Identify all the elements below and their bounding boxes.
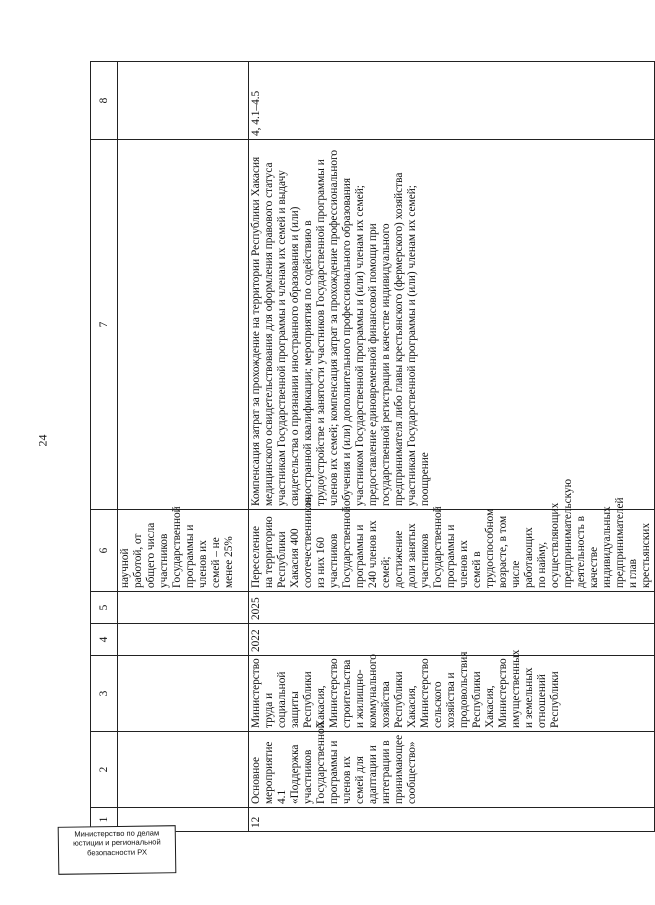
start-year-cell: 2022 — [249, 624, 655, 656]
row-number-cell: 12 — [249, 808, 655, 832]
column-number: 7 — [91, 140, 118, 510]
column-number: 2 — [91, 732, 118, 808]
table-cell — [118, 140, 249, 510]
program-measures-table — [90, 61, 655, 832]
continued-result-cell: научной работой, от общего числа участников Государственной программы и членов их семей – не менее 25% — [118, 510, 249, 592]
stamp-line: Министерство по делам — [74, 828, 160, 839]
executor-cell: Министерство труда и социальной защиты Республики Хакасия, Министерство строительства и жилищно-коммунального хозяйства Республики Хакасия, Министерство сельского хозяйства и продовольствия Республики Хакасия, Министерство имущественных и земельных отношений Республики — [249, 656, 655, 732]
page-number: 24 — [35, 434, 50, 447]
indicators-cell: 4, 4.1–4.5 — [249, 62, 655, 140]
column-number: 6 — [91, 510, 118, 592]
stamp-line: безопасности РХ — [87, 847, 148, 858]
end-year-cell: 2025 — [249, 592, 655, 624]
program-measures-table-wrapper — [90, 62, 652, 832]
stamp-line: юстиции и региональной — [73, 837, 161, 849]
column-number: 5 — [91, 592, 118, 624]
table-cell — [118, 656, 249, 732]
measure-name-cell: Основное мероприятие 4.1 «Поддержка участников Государственной программы и членов их семей для адаптации и интеграции в принимающее сообщество» — [249, 732, 655, 808]
activities-cell: Компенсация затрат за прохождение на территории Республики Хакасия медицинского освидетельствования для оформления правового статуса участникам Государственной программы и членам их семей и выдачу свидетельства о признании иностранного образования и (или) иностранной квалификации; мероприятия по содействию в трудоустройстве и занятости участников Государственной программы и членов их семей; компенсация затрат за прохождение профессионального обучения и (или) дополнительного профессионального образования участником Государственной программы и (или) членам их семей; предоставление единовременной финансовой помощи при государственной регистрации в качестве индивидуального предпринимателя либо главы крестьянского (фермерского) хозяйства участникам Государственной программы и (или) членам их семей; поощрение — [249, 140, 655, 510]
ministry-stamp — [58, 825, 177, 875]
table-cell — [118, 624, 249, 656]
table-row — [249, 62, 655, 832]
continued-row — [118, 62, 249, 832]
column-number: 1 — [91, 808, 118, 832]
column-number: 3 — [91, 656, 118, 732]
table-cell — [118, 592, 249, 624]
column-number: 8 — [91, 62, 118, 140]
table-cell — [118, 62, 249, 140]
column-number: 4 — [91, 624, 118, 656]
table-cell — [118, 732, 249, 808]
expected-result-cell: Переселение на территорию Республики Хакасия 400 соотечественников, из них 160 участников Государственной программы и 240 членов их семей; достижение доли занятых участников Государственной программы и членов их семей в трудоспособном возрасте, в том числе работающих по найму, осуществляющих предпринимательскую деятельность в качестве индивидуальных предпринимателей и глав крестьянских — [249, 510, 655, 592]
column-number-row — [91, 62, 118, 832]
